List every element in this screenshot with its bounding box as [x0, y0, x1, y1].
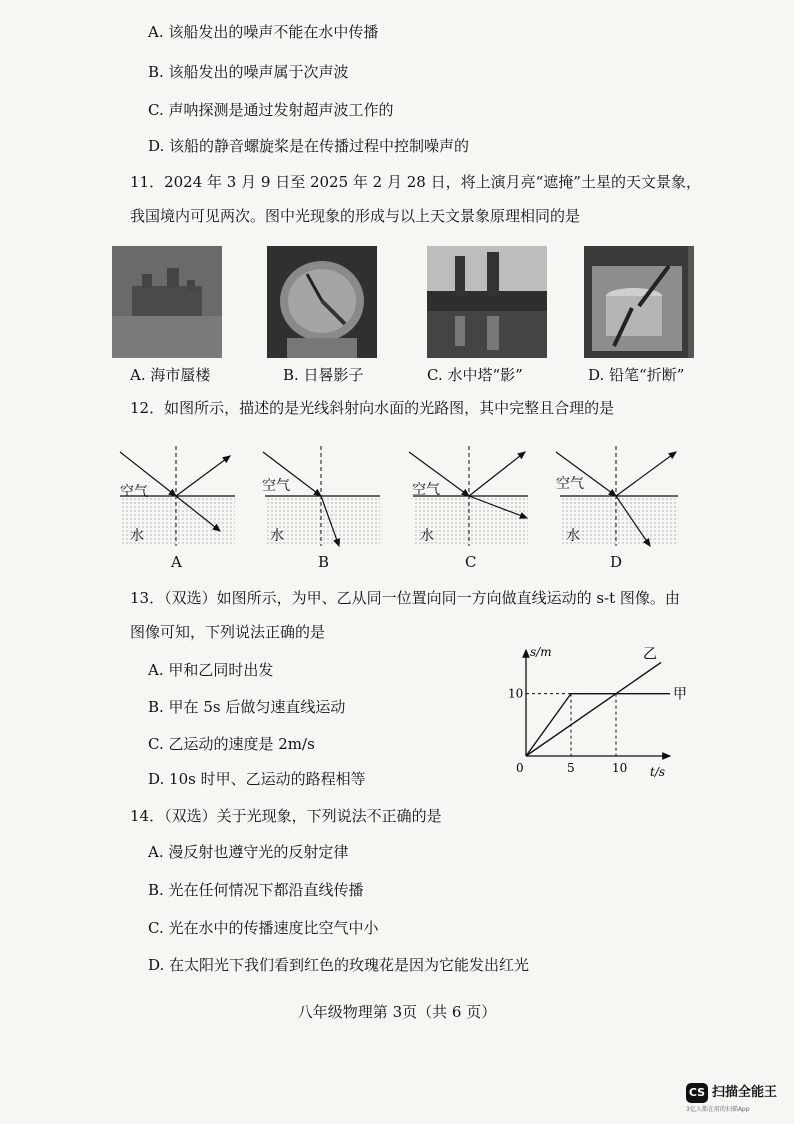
- pencil-in-water-photo: [584, 246, 694, 358]
- q14-option-a: A. 漫反射也遵守光的反射定律: [148, 843, 349, 861]
- air-label-c: 空气: [412, 482, 440, 498]
- q10-option-a: A. 该船发出的噪声不能在水中传播: [148, 23, 379, 41]
- sundial-photo: [267, 246, 377, 358]
- air-label-a: 空气: [120, 484, 148, 500]
- diagram-label-b: B: [318, 553, 330, 571]
- series-label-jia: 甲: [673, 686, 687, 703]
- diagram-label-a: A: [171, 553, 182, 571]
- x-tick-10: 10: [612, 761, 628, 775]
- q10-option-d: D. 该船的静音螺旋桨是在传播过程中控制噪声的: [148, 137, 470, 155]
- q14-stem: 14．（双选）关于光现象，下列说法不正确的是: [130, 807, 442, 825]
- diagram-label-c: C: [465, 553, 477, 571]
- q11-stem-1: 11．2024 年 3 月 9 日至 2025 年 2 月 28 日，将上演月亮“遮掩”土星的天文景象，: [130, 173, 701, 191]
- air-label-d: 空气: [556, 476, 584, 492]
- water-label-a: 水: [130, 528, 144, 544]
- q14-option-b: B. 光在任何情况下都沿直线传播: [148, 881, 364, 899]
- q14-option-d: D. 在太阳光下我们看到红色的玫瑰花是因为它能发出红光: [148, 956, 530, 974]
- diagram-label-d: D: [610, 553, 623, 571]
- q13-option-b: B. 甲在 5s 后做匀速直线运动: [148, 698, 346, 716]
- scanner-app-name: 扫描全能王: [712, 1085, 778, 1100]
- q13-stem-2: 图像可知，下列说法正确的是: [130, 623, 326, 641]
- scanner-watermark: [686, 1080, 790, 1116]
- x-tick-0: 0: [516, 761, 524, 775]
- q11-caption-d: D. 铅笔“折断”: [588, 366, 685, 384]
- mirage-photo: [112, 246, 222, 358]
- x-axis-label: t/s: [650, 765, 666, 779]
- scanner-slogan: 3亿人都在用的扫描App: [686, 1106, 750, 1113]
- y-tick-10: 10: [508, 686, 524, 701]
- x-tick-5: 5: [567, 761, 575, 775]
- water-label-d: 水: [566, 528, 580, 544]
- q11-caption-c: C. 水中塔“影”: [427, 366, 523, 384]
- air-label-b: 空气: [262, 478, 290, 494]
- q13-option-a: A. 甲和乙同时出发: [148, 661, 274, 679]
- q13-option-c: C. 乙运动的速度是 2m/s: [148, 735, 315, 753]
- series-line-jia: [526, 694, 670, 756]
- water-label-c: 水: [420, 528, 434, 544]
- q12-stem: 12．如图所示，描述的是光线斜射向水面的光路图，其中完整且合理的是: [130, 399, 615, 417]
- q11-caption-b: B. 日晷影子: [283, 366, 364, 384]
- q10-option-b: B. 该船发出的噪声属于次声波: [148, 63, 349, 81]
- q11-stem-2: 我国境内可见两次。图中光现象的形成与以上天文景象原理相同的是: [130, 207, 581, 225]
- q14-option-c: C. 光在水中的传播速度比空气中小: [148, 919, 379, 937]
- series-line-yi: [526, 662, 661, 756]
- water-label-b: 水: [270, 528, 284, 544]
- tower-reflection-photo: [427, 246, 537, 358]
- q13-stem-1: 13．（双选）如图所示，为甲、乙从同一位置向同一方向做直线运动的 s-t 图像。由: [130, 589, 680, 607]
- series-label-yi: 乙: [643, 646, 657, 663]
- q13-option-d: D. 10s 时甲、乙运动的路程相等: [148, 770, 366, 788]
- q11-caption-a: A. 海市蜃楼: [130, 366, 211, 384]
- s-t-chart: [500, 640, 687, 782]
- page-footer: 八年级物理第 3页（共 6 页）: [297, 1003, 497, 1021]
- y-axis-label: s/m: [530, 645, 552, 659]
- scanner-logo-icon: CS: [686, 1083, 708, 1103]
- q10-option-c: C. 声呐探测是通过发射超声波工作的: [148, 101, 394, 119]
